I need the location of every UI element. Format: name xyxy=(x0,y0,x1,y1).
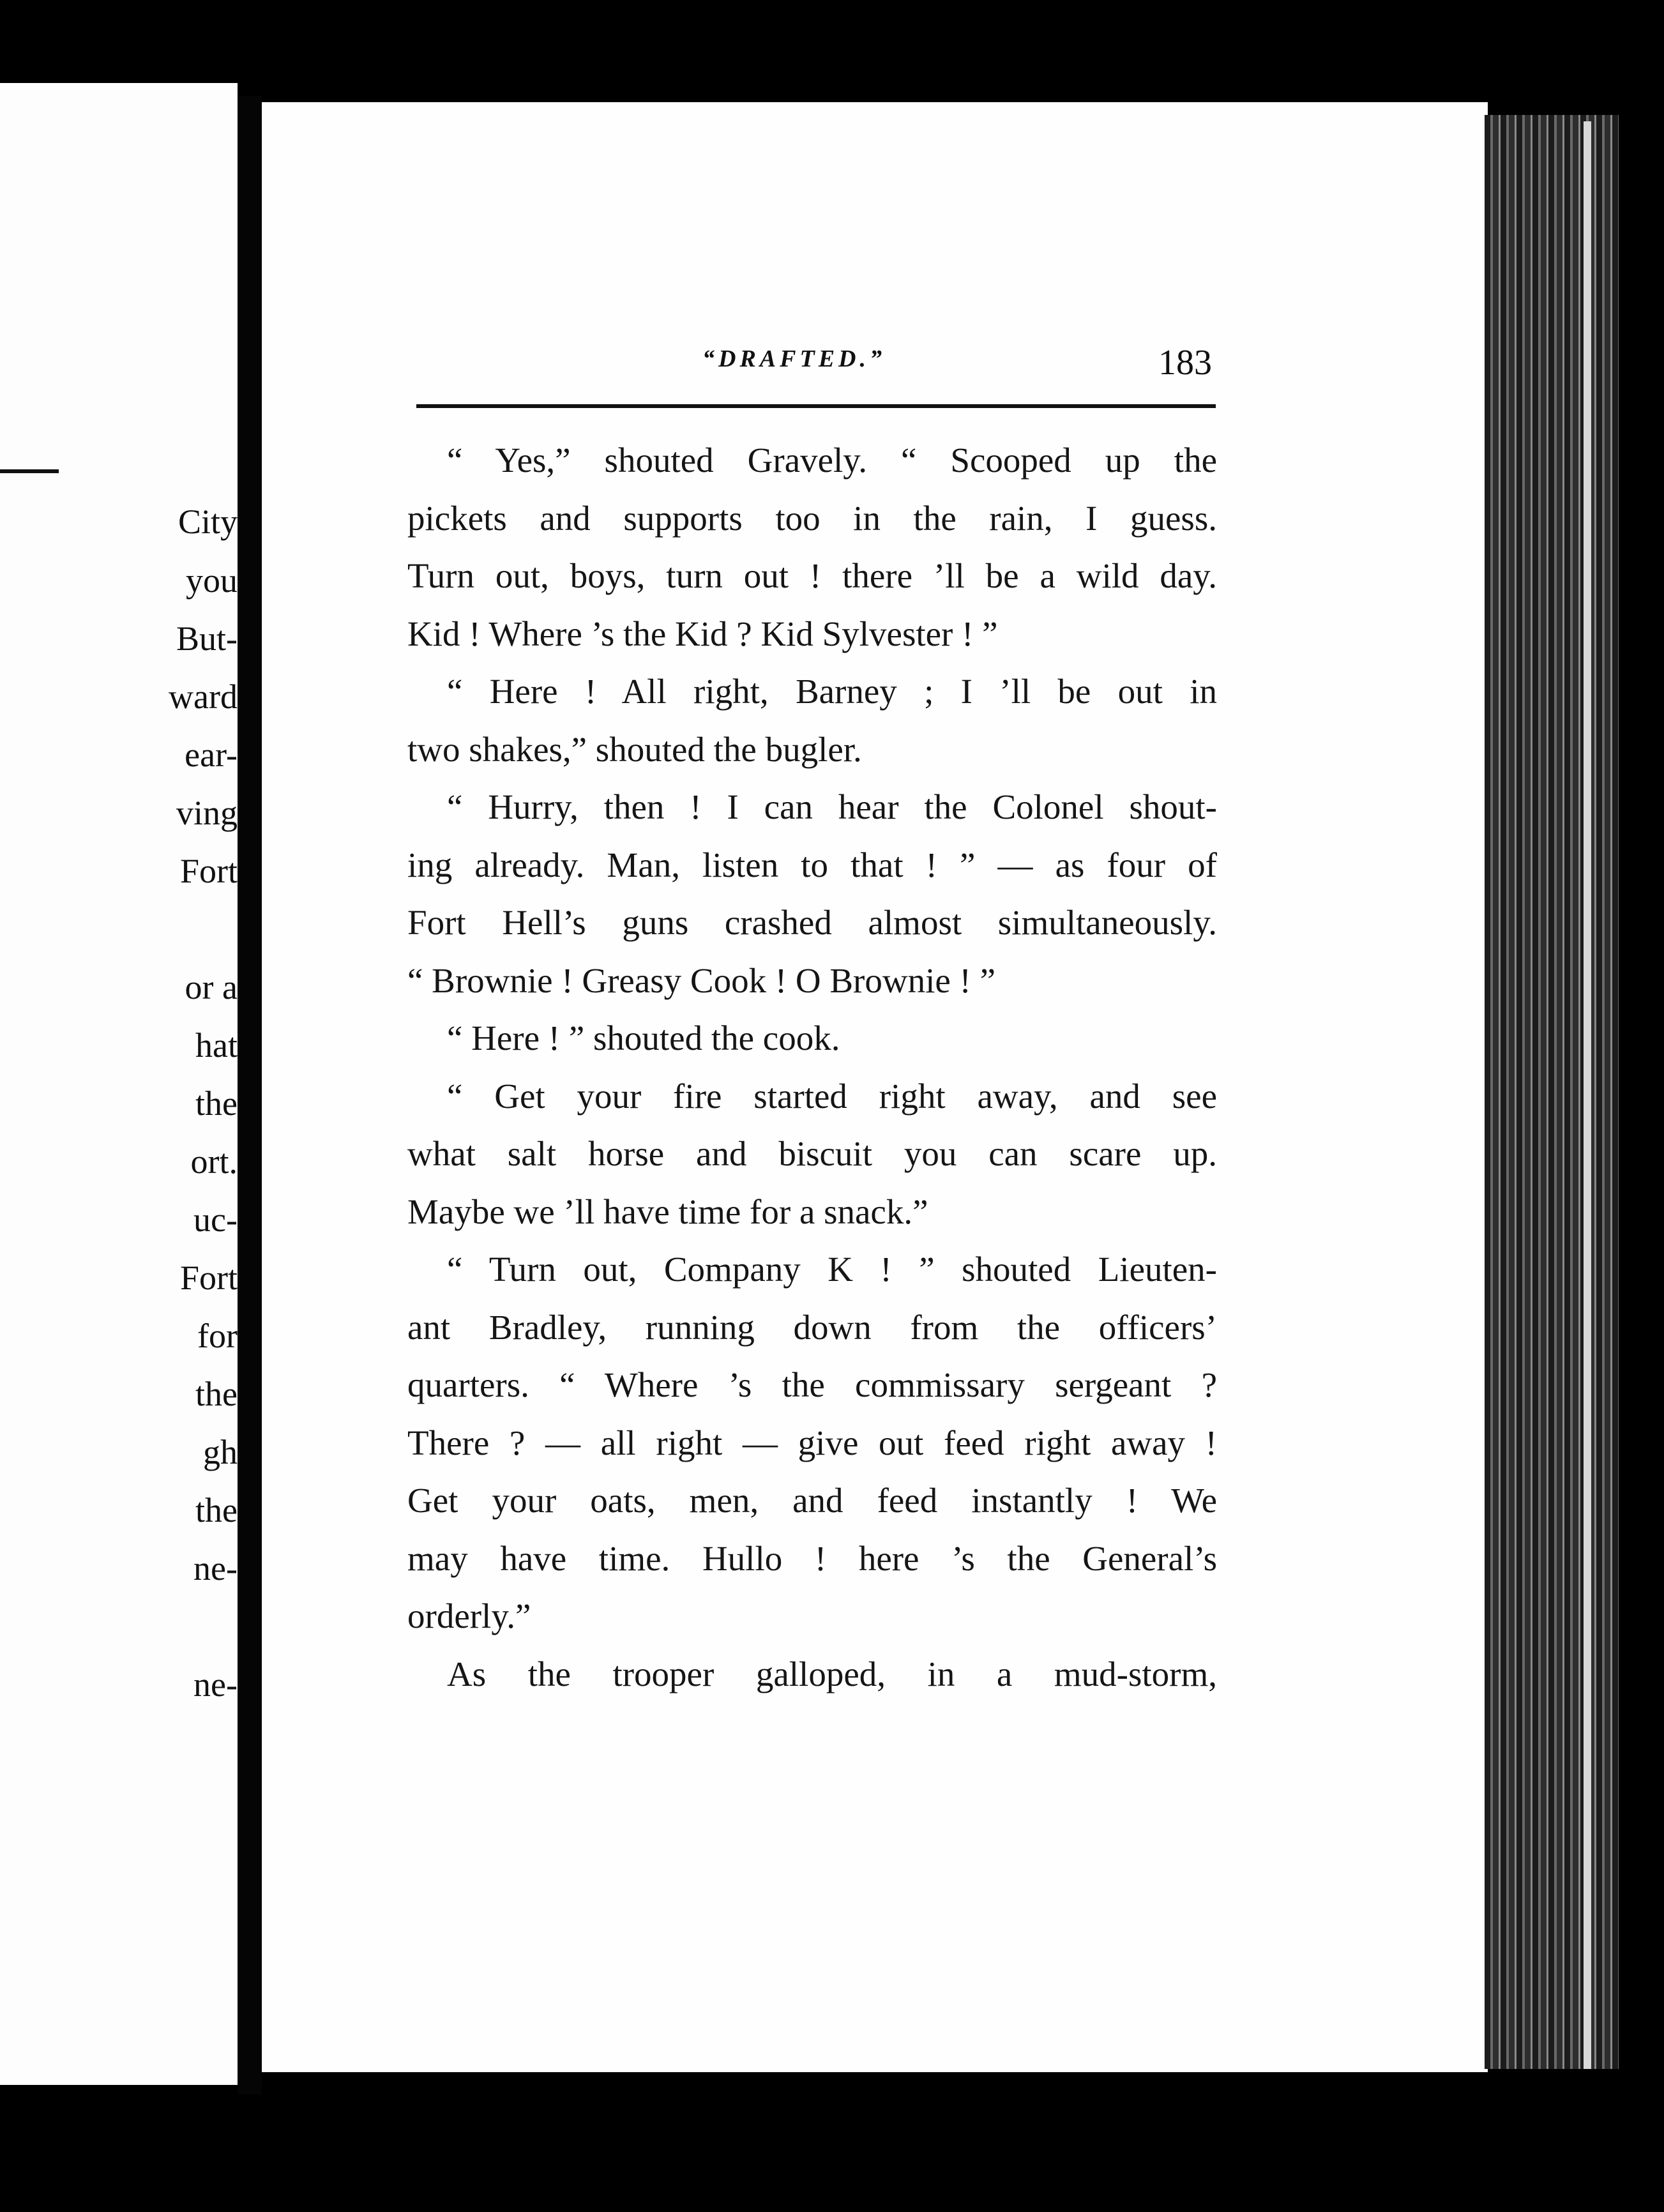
text-line: “ Hurry, then ! I can hear the Colonel shout- xyxy=(447,787,1217,826)
left-fragment: uc- xyxy=(193,1201,238,1239)
left-fragment: the xyxy=(195,1084,238,1123)
text-line: may have time. Hullo ! here ’s the General’s xyxy=(407,1538,1217,1578)
running-head xyxy=(409,345,1226,387)
left-fragment: the xyxy=(195,1375,238,1413)
left-fragment: ward xyxy=(169,678,238,716)
left-page xyxy=(0,83,238,2085)
page-edges xyxy=(1485,115,1619,2069)
left-fragment: But- xyxy=(176,619,238,658)
book-gutter xyxy=(238,96,262,2095)
text-line: ant Bradley, running down from the officers’ xyxy=(407,1307,1217,1347)
text-line: There ? — all right — give out feed right away ! xyxy=(407,1423,1217,1462)
page-edge-highlight xyxy=(1584,121,1591,2069)
left-fragment: ear- xyxy=(185,736,238,774)
text-line: Fort Hell’s guns crashed almost simultaneously. xyxy=(407,903,1217,942)
text-line: “ Here ! ” shouted the cook. xyxy=(447,1019,840,1057)
text-line: orderly.” xyxy=(407,1596,531,1635)
text-line: “ Get your fire started right away, and see xyxy=(447,1076,1217,1116)
left-fragment: gh xyxy=(203,1433,238,1471)
left-page-rule xyxy=(0,469,59,473)
text-line: “ Yes,” shouted Gravely. “ Scooped up the xyxy=(447,441,1217,480)
left-fragment: you xyxy=(186,561,238,600)
text-line: Turn out, boys, turn out ! there ’ll be a wild day. xyxy=(407,556,1217,595)
text-line: pickets and supports too in the rain, I guess. xyxy=(407,498,1217,538)
text-line: quarters. “ Where ’s the commissary sergeant ? xyxy=(407,1365,1217,1404)
left-fragment: Fort xyxy=(179,852,238,890)
text-line: Get your oats, men, and feed instantly ! We xyxy=(407,1481,1217,1520)
left-fragment: ne- xyxy=(193,1549,238,1587)
left-fragment: for xyxy=(197,1317,238,1355)
text-line: ing already. Man, listen to that ! ” — as four of xyxy=(407,845,1217,884)
left-fragment: Fort xyxy=(179,1259,238,1297)
left-fragment: ving xyxy=(176,794,238,832)
text-line: As the trooper galloped, in a mud-storm, xyxy=(447,1654,1217,1693)
left-fragment: or a xyxy=(185,968,238,1006)
header-rule xyxy=(416,404,1216,408)
body-text xyxy=(407,432,1217,1703)
text-line: “ Turn out, Company K ! ” shouted Lieuten- xyxy=(447,1250,1217,1289)
text-line: Kid ! Where ’s the Kid ? Kid Sylvester ! ” xyxy=(407,614,998,653)
running-head-title: “DRAFTED.” xyxy=(702,345,886,372)
text-line: Maybe we ’ll have time for a snack.” xyxy=(407,1192,928,1231)
text-line: what salt horse and biscuit you can scare up. xyxy=(407,1134,1217,1173)
left-fragment: City xyxy=(178,503,238,541)
text-line: “ Brownie ! Greasy Cook ! O Brownie ! ” xyxy=(407,960,996,1000)
left-fragment: ort. xyxy=(190,1142,238,1181)
text-line: “ Here ! All right, Barney ; I ’ll be out in xyxy=(447,672,1217,711)
left-fragment: the xyxy=(195,1491,238,1529)
page-number: 183 xyxy=(1158,343,1212,383)
left-fragment: ne- xyxy=(193,1665,238,1704)
left-fragment: hat xyxy=(195,1026,238,1064)
text-line: two shakes,” shouted the bugler. xyxy=(407,729,862,769)
